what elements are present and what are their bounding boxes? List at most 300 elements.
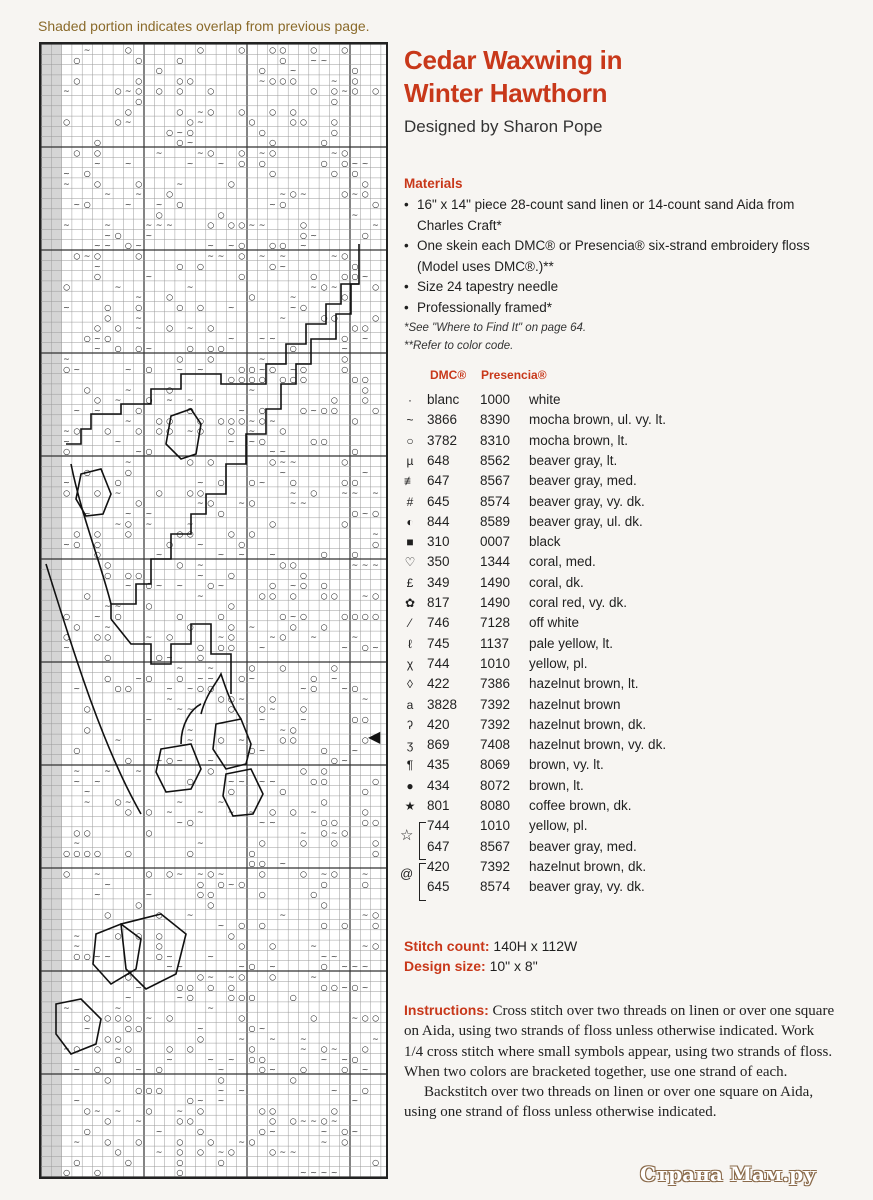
- stitch-symbol: ~: [227, 1054, 235, 1064]
- stitch-symbol: ○: [279, 735, 287, 745]
- stitch-symbol: ○: [166, 323, 174, 333]
- stitch-symbol: ~: [361, 509, 369, 518]
- stitch-symbol: ~: [63, 179, 70, 189]
- stitch-symbol: ○: [124, 1013, 132, 1023]
- overlap-note: Shaded portion indicates overlap from previous page.: [38, 18, 370, 34]
- stitch-symbol: ~: [269, 818, 276, 827]
- stitch-symbol: ○: [300, 406, 307, 415]
- stitch-symbol: ○: [145, 364, 153, 374]
- design-size: Design size: 10" x 8": [404, 958, 538, 974]
- stitch-symbol: ○: [124, 570, 132, 580]
- key-symbol-icon: ◊: [407, 677, 413, 692]
- dmc-number: 420: [427, 716, 450, 732]
- stitch-symbol: ○: [104, 426, 112, 436]
- stitch-symbol: ○: [269, 76, 277, 86]
- stitch-symbol: ○: [320, 550, 328, 560]
- stitch-symbol: ~: [63, 642, 70, 652]
- stitch-symbol: ~: [83, 251, 91, 261]
- stitch-symbol: ○: [269, 241, 277, 251]
- stitch-symbol: ○: [279, 663, 287, 673]
- stitch-symbol: ○: [73, 539, 81, 549]
- stitch-symbol: ~: [73, 838, 81, 848]
- stitch-symbol: ○: [289, 1075, 297, 1085]
- stitch-symbol: ~: [372, 488, 379, 498]
- key-symbol-icon: £: [406, 575, 414, 590]
- stitch-symbol: ○: [361, 715, 369, 724]
- stitch-symbol: ○: [186, 1096, 194, 1106]
- stitch-symbol: ~: [361, 694, 369, 704]
- stitch-symbol: ○: [372, 282, 380, 292]
- stitch-symbol: ○: [258, 591, 266, 601]
- stitch-symbol: ○: [372, 612, 380, 621]
- key-symbol-icon: ◐: [406, 514, 414, 529]
- stitch-symbol: ○: [310, 890, 318, 900]
- stitch-symbol: ○: [320, 766, 328, 776]
- dmc-number: 435: [427, 757, 450, 773]
- stitch-symbol: ○: [83, 725, 91, 735]
- stitch-symbol: ○: [197, 1034, 204, 1044]
- stitch-symbol: ~: [124, 416, 132, 426]
- color-name: brown, lt.: [529, 777, 584, 793]
- stitch-symbol: ~: [341, 86, 348, 96]
- stitch-symbol: ○: [330, 117, 338, 127]
- stitch-symbol: ~: [186, 323, 194, 333]
- color-name: hazelnut brown, dk.: [529, 858, 647, 874]
- stitch-symbol: ○: [124, 684, 132, 694]
- cross-stitch-chart: [39, 42, 388, 1179]
- stitch-symbol: ~: [227, 972, 235, 982]
- stitch-symbol: ○: [289, 189, 297, 199]
- stitch-symbol: ○: [289, 735, 297, 745]
- stitch-symbol: ○: [279, 200, 287, 209]
- stitch-symbol: ○: [258, 869, 266, 879]
- stitch-symbol: ~: [361, 869, 369, 879]
- stitch-symbol: ○: [238, 416, 246, 426]
- stitch-symbol: ○: [145, 869, 153, 879]
- stitch-symbol: ○: [166, 869, 174, 879]
- stitch-symbol: ○: [269, 581, 277, 591]
- dmc-number: 645: [427, 493, 450, 509]
- color-name: beaver gray, med.: [529, 838, 637, 854]
- stitch-symbol: ○: [166, 426, 174, 436]
- color-name: mocha brown, lt.: [529, 432, 629, 448]
- stitch-symbol: ○: [217, 1157, 225, 1167]
- stitch-symbol: ○: [176, 107, 184, 117]
- stitch-symbol: ○: [227, 694, 235, 704]
- color-name: beaver gray, vy. dk.: [529, 879, 645, 895]
- stitch-symbol: ○: [166, 385, 174, 395]
- stitch-symbol: ~: [248, 220, 256, 230]
- stitch-symbol: ○: [269, 45, 277, 55]
- stitch-symbol: ○: [351, 684, 359, 694]
- stitch-symbol: ○: [176, 138, 184, 148]
- list-item: • 16" x 14" piece 28-count sand linen or 14-count sand Aida from Charles Craft*: [404, 195, 824, 236]
- stitch-symbol: ~: [372, 642, 379, 652]
- stitch-symbol: ○: [83, 704, 91, 714]
- stitch-symbol: ~: [114, 488, 122, 498]
- stitch-symbol: ~: [83, 45, 91, 55]
- stitch-symbol: ○: [341, 189, 349, 199]
- stitch-symbol: ~: [94, 951, 101, 961]
- stitch-symbol: ~: [197, 807, 204, 817]
- stitch-symbol: ○: [330, 756, 338, 766]
- stitch-symbol: ○: [207, 581, 215, 591]
- stitch-symbol: ○: [155, 1085, 163, 1095]
- stitch-symbol: ○: [248, 993, 256, 1003]
- stitch-symbol: ○: [155, 66, 163, 76]
- color-name: yellow, pl.: [529, 655, 588, 671]
- presencia-number: 8574: [480, 493, 511, 509]
- stitch-symbol: ○: [94, 395, 101, 405]
- stitch-symbol: ~: [63, 1003, 70, 1013]
- stitch-symbol: ○: [227, 179, 235, 189]
- stitch-symbol: ~: [258, 354, 266, 364]
- stitch-symbol: ~: [155, 1127, 163, 1136]
- stitch-symbol: ○: [238, 107, 246, 117]
- stitch-symbol: ○: [207, 148, 215, 158]
- stitch-symbol: ~: [238, 735, 245, 745]
- stitch-symbol: ○: [372, 539, 380, 549]
- presencia-number: 0007: [480, 534, 511, 550]
- stitch-symbol: ○: [361, 642, 369, 652]
- stitch-symbol: ~: [351, 158, 359, 168]
- blend-bracket: [419, 863, 426, 901]
- stitch-symbol: ~: [73, 1096, 81, 1106]
- stitch-symbol: ~: [330, 828, 338, 838]
- stitch-symbol: ○: [63, 612, 71, 621]
- stitch-symbol: ~: [310, 230, 318, 240]
- stitch-symbol: ○: [94, 179, 101, 189]
- stitch-symbol: ○: [289, 76, 297, 86]
- stitch-symbol: ○: [238, 941, 246, 951]
- stitch-symbol: ○: [361, 807, 369, 817]
- stitch-symbol: ~: [258, 333, 266, 343]
- stitch-symbol: ○: [186, 529, 194, 539]
- stitch-symbol: ○: [176, 982, 184, 992]
- stitch-symbol: ~: [124, 581, 132, 591]
- stitch-symbol: ~: [341, 962, 348, 972]
- stitch-symbol: ~: [238, 776, 245, 786]
- stitch-symbol: ~: [124, 797, 132, 807]
- stitch-symbol: ○: [320, 436, 328, 446]
- dmc-number: 744: [427, 818, 450, 834]
- stitch-symbol: ~: [207, 756, 215, 766]
- list-item: • Size 24 tapestry needle: [404, 277, 824, 298]
- stitch-symbol: ~: [197, 1096, 204, 1106]
- stitch-symbol: ○: [320, 138, 328, 148]
- stitch-symbol: ○: [361, 1013, 369, 1023]
- stitch-symbol: ~: [269, 447, 276, 457]
- presencia-number: 1000: [480, 392, 511, 407]
- stitch-symbol: ~: [155, 756, 163, 766]
- stitch-symbol: ○: [207, 900, 215, 910]
- stitch-symbol: ○: [197, 642, 204, 652]
- stitch-symbol: ○: [238, 673, 246, 683]
- stitch-symbol: ○: [341, 1137, 349, 1147]
- stitch-symbol: ○: [300, 581, 307, 591]
- stitch-symbol: ~: [186, 282, 194, 292]
- stitch-symbol: ~: [135, 313, 142, 323]
- stitch-symbol: ○: [176, 354, 184, 364]
- stitch-symbol: ○: [135, 900, 143, 910]
- stitch-symbol: ○: [320, 776, 328, 786]
- stitch-symbol: ○: [176, 1116, 184, 1126]
- stitch-symbol: ~: [248, 426, 256, 436]
- stitch-symbol: ~: [238, 406, 245, 415]
- stitch-symbol: ○: [94, 848, 101, 858]
- stitch-symbol: ○: [197, 1106, 204, 1116]
- dmc-number: blanc: [427, 392, 460, 407]
- stitch-symbol: ○: [300, 364, 307, 374]
- key-symbol-icon: ʒ: [406, 738, 414, 753]
- stitch-symbol: ○: [227, 632, 235, 642]
- stitch-symbol: ○: [300, 869, 307, 879]
- stitch-symbol: ~: [269, 550, 276, 560]
- presencia-number: 8310: [480, 432, 511, 448]
- stitch-symbol: ~: [320, 1054, 328, 1064]
- stitch-symbol: ~: [269, 416, 276, 426]
- stitch-symbol: ○: [124, 972, 132, 982]
- stitch-symbol: ○: [83, 591, 91, 601]
- stitch-symbol: ~: [361, 158, 369, 168]
- stitch-symbol: ○: [320, 622, 328, 632]
- stitch-symbol: ~: [94, 406, 101, 415]
- stitch-symbol: ○: [124, 467, 132, 477]
- key-symbol-icon: ★: [404, 799, 416, 813]
- stitch-symbol: ○: [94, 539, 101, 549]
- stitch-symbol: ~: [145, 715, 153, 724]
- stitch-symbol: ~: [351, 632, 359, 642]
- stitch-symbol: ~: [258, 478, 266, 488]
- stitch-symbol: ~: [248, 622, 256, 632]
- stitch-symbol: ~: [330, 1116, 338, 1126]
- stitch-symbol: ~: [124, 86, 132, 96]
- stitch-symbol: ○: [238, 251, 246, 261]
- stitch-symbol: ○: [124, 756, 132, 766]
- stitch-symbol: ○: [73, 76, 81, 86]
- stitch-symbol: ○: [124, 1024, 132, 1033]
- stitch-symbol: ○: [114, 117, 122, 127]
- key-symbol-icon: χ: [406, 656, 414, 671]
- stitch-count: Stitch count: 140H x 112W: [404, 938, 578, 954]
- stitch-symbol: ~: [269, 632, 276, 642]
- stitch-symbol: ○: [269, 148, 277, 158]
- stitch-symbol: ~: [155, 1147, 163, 1157]
- stitch-symbol: ○: [279, 55, 287, 65]
- stitch-symbol: ○: [135, 179, 143, 189]
- color-name: hazelnut brown, dk.: [529, 716, 647, 732]
- stitch-symbol: ○: [300, 838, 307, 848]
- stitch-symbol: ○: [227, 416, 235, 426]
- stitch-symbol: ○: [310, 1013, 318, 1023]
- stitch-symbol: ○: [166, 292, 174, 302]
- dmc-number: 434: [427, 777, 450, 793]
- stitch-symbol: ~: [289, 66, 297, 76]
- stitch-symbol: ○: [73, 951, 81, 961]
- stitch-symbol: ○: [269, 1147, 277, 1157]
- stitch-symbol: ~: [320, 951, 328, 961]
- stitch-symbol: ~: [217, 550, 225, 560]
- stitch-symbol: ○: [186, 848, 194, 858]
- presencia-number: 8567: [480, 838, 511, 854]
- stitch-symbol: ○: [114, 1013, 122, 1023]
- stitch-symbol: ~: [104, 601, 112, 611]
- stitch-symbol: ○: [73, 55, 81, 65]
- dmc-number: 422: [427, 676, 450, 692]
- stitch-symbol: ○: [330, 818, 338, 827]
- stitch-symbol: ~: [217, 1085, 225, 1095]
- stitch-symbol: ~: [186, 158, 194, 168]
- stitch-symbol: ~: [269, 962, 276, 972]
- dmc-number: 817: [427, 595, 450, 610]
- stitch-symbol: ~: [238, 962, 245, 972]
- stitch-symbol: ○: [114, 86, 122, 96]
- stitch-symbol: ○: [269, 138, 277, 148]
- stitch-symbol: ○: [227, 570, 235, 580]
- stitch-symbol: ○: [330, 982, 338, 992]
- key-symbol-icon: ♡: [404, 555, 416, 570]
- stitch-symbol: ○: [227, 375, 235, 385]
- stitch-symbol: ○: [186, 117, 194, 127]
- dmc-number: 350: [427, 554, 450, 570]
- stitch-symbol: ○: [258, 921, 266, 930]
- stitch-symbol: ~: [63, 436, 70, 446]
- stitch-symbol: ○: [372, 818, 380, 827]
- stitch-symbol: ○: [114, 344, 122, 354]
- stitch-symbol: ~: [351, 1127, 359, 1136]
- presencia-number: 7128: [480, 615, 511, 631]
- branch-outline: [46, 244, 359, 814]
- color-name: brown, vy. lt.: [529, 757, 604, 773]
- stitch-symbol: ○: [248, 745, 256, 755]
- stitch-symbol: ~: [341, 1054, 348, 1064]
- stitch-symbol: ○: [73, 529, 81, 539]
- stitch-symbol: ○: [310, 45, 318, 55]
- stitch-symbol: ○: [83, 467, 91, 477]
- stitch-symbol: ○: [94, 1044, 101, 1054]
- stitch-symbol: ○: [330, 591, 338, 601]
- stitch-symbol: ~: [73, 776, 81, 786]
- stitch-symbol: ○: [186, 818, 194, 827]
- stitch-symbol: ○: [186, 457, 194, 467]
- color-name: hazelnut brown, vy. dk.: [529, 737, 667, 753]
- stitch-symbol: ○: [341, 612, 349, 621]
- stitch-symbol: ~: [166, 951, 173, 961]
- stitch-symbol: ○: [83, 1106, 91, 1116]
- stitch-symbol: ○: [289, 478, 297, 488]
- stitch-symbol: ~: [186, 684, 194, 694]
- stitch-symbol: ○: [176, 1147, 184, 1157]
- stitch-symbol: ~: [135, 189, 142, 199]
- stitch-symbol: ~: [341, 756, 348, 766]
- color-name: black: [529, 534, 561, 550]
- stitch-symbol: ○: [341, 457, 349, 467]
- stitch-symbol: ○: [330, 395, 338, 405]
- key-symbol-icon: ¶: [406, 758, 414, 773]
- stitch-symbol: ○: [217, 344, 225, 354]
- stitch-symbol: ○: [155, 931, 163, 941]
- stitch-symbol: ○: [351, 509, 359, 518]
- stitch-symbol: ○: [351, 982, 359, 992]
- stitch-symbol: ○: [238, 45, 246, 55]
- stitch-symbol: ○: [361, 612, 369, 621]
- stitch-symbol: ~: [176, 364, 184, 374]
- stitch-symbol: ○: [145, 447, 153, 457]
- stitch-symbol: ○: [155, 910, 163, 920]
- stitch-symbol: ○: [320, 921, 328, 930]
- color-name: coral, dk.: [529, 574, 584, 590]
- stitch-symbol: ○: [248, 375, 256, 385]
- stitch-symbol: ○: [227, 642, 235, 652]
- stitch-symbol: ○: [372, 838, 380, 848]
- key-symbol-icon: ✿: [404, 596, 416, 610]
- stitch-symbol: ○: [300, 375, 307, 385]
- stitch-symbol: ○: [94, 550, 101, 560]
- stitch-symbol: ~: [217, 158, 225, 168]
- stitch-symbol: ○: [310, 488, 318, 498]
- color-name: hazelnut brown: [529, 696, 621, 712]
- stitch-symbol: ○: [361, 179, 369, 189]
- stitch-symbol: ○: [258, 66, 266, 76]
- stitch-symbol: ○: [166, 1013, 174, 1023]
- stitch-symbol: ~: [166, 684, 173, 694]
- stitch-symbol: ~: [258, 220, 266, 230]
- stitch-symbol: ~: [207, 241, 215, 251]
- stitch-symbol: ○: [341, 519, 349, 529]
- stitch-symbol: ~: [155, 581, 163, 591]
- dmc-number: 744: [427, 655, 450, 671]
- stitch-symbol: ○: [310, 86, 318, 96]
- stitch-symbol: ○: [135, 1137, 143, 1147]
- color-name: mocha brown, ul. vy. lt.: [529, 412, 667, 428]
- stitch-symbol: ○: [155, 426, 163, 436]
- stitch-symbol: ~: [114, 282, 122, 292]
- stitch-symbol: ○: [94, 1168, 101, 1177]
- stitch-symbol: ○: [197, 890, 204, 900]
- stitch-symbol: ○: [176, 86, 184, 96]
- stitch-symbol: ~: [155, 550, 163, 560]
- stitch-symbol: ○: [269, 107, 277, 117]
- stitch-symbol: ○: [372, 1013, 380, 1023]
- stitch-symbol: ~: [135, 241, 142, 251]
- dmc-header: DMC®: [430, 368, 467, 382]
- stitch-symbol: ~: [145, 220, 153, 230]
- stitch-symbol: ○: [94, 272, 101, 282]
- stitch-symbol: ○: [310, 673, 318, 683]
- color-name: beaver gray, ul. dk.: [529, 513, 643, 529]
- stitch-symbol: ○: [197, 879, 204, 889]
- presencia-header: Presencia®: [481, 368, 547, 382]
- stitch-symbol: ○: [238, 921, 246, 930]
- stitch-symbol: ~: [238, 694, 245, 704]
- stitch-symbol: ○: [320, 879, 328, 889]
- stitch-symbol: ○: [227, 704, 235, 714]
- stitch-symbol: ~: [83, 797, 91, 807]
- stitch-symbol: ○: [63, 632, 71, 642]
- stitch-symbol: ○: [248, 1137, 256, 1147]
- stitch-symbol: ○: [238, 879, 246, 889]
- stitch-symbol: ○: [197, 426, 204, 436]
- dmc-number: 310: [427, 534, 450, 550]
- watermark: Страна Мам.ру: [640, 1162, 817, 1186]
- stitch-symbol: ~: [238, 1137, 245, 1147]
- stitch-symbol: ○: [330, 97, 338, 106]
- stitch-symbol: ~: [330, 1085, 338, 1095]
- stitch-symbol: ○: [351, 447, 359, 457]
- stitch-symbol: ○: [83, 1127, 91, 1136]
- at-symbol-icon: @: [400, 866, 414, 881]
- presencia-number: 7392: [480, 696, 511, 712]
